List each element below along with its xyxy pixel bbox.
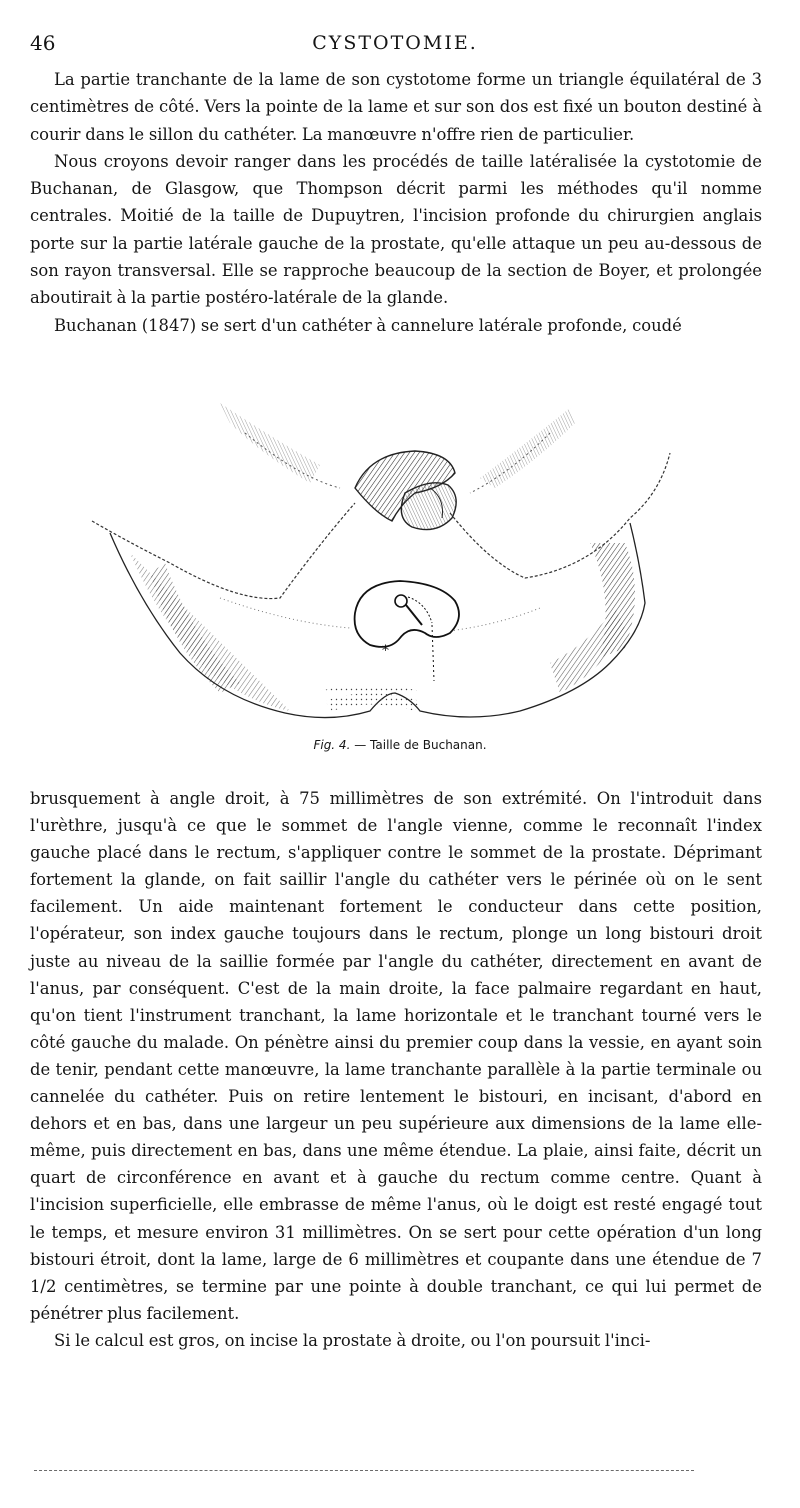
figure-label: Fig. 4. [313,738,351,752]
caption-dash: — [354,738,367,752]
perineum-illustration [70,393,710,733]
paragraph-cystotome-blade: La partie tranchante de la lame de son cystotome forme un triangle équilatéral de 3 centimètres de côté. Vers la pointe de la lame et sur son dos est fixé un bouton destiné à courir dans le sillon du cathéter. La manœuvre n'offre rien de particulier. [30,70,762,144]
figure-taille-de-buchanan [70,393,710,733]
bottom-rule [34,1470,694,1471]
prostate-outline [355,581,459,647]
paragraph-buchanan-catheter: Buchanan (1847) se sert d'un cathéter à cannelure latérale profonde, coudé [54,315,682,335]
paragraph-buchanan-procedure: Nous croyons devoir ranger dans les procédés de taille latéralisée la cystotomie de Buchanan, de Glasgow, que Thompson décrit parmi les méthodes qu'il nomme centrales. Moitié de la taille de Dupuytren, l'incision profonde du chirurgien anglais porte sur la partie latérale gauche de la prostate, qu'elle attaque un peu au-dessous de son rayon transversal. Elle se rapproche beaucoup de la section de Boyer, et prolongée aboutirait à la partie postéro-latérale de la glande. [30,151,762,308]
page-number: 46 [30,31,56,55]
paragraph-large-calculus: Si le calcul est gros, on incise la prostate à droite, ou l'on poursuit l'inci- [54,1330,651,1350]
incision-marker: * [382,643,389,659]
running-title: CYSTOTOMIE. [312,32,478,54]
page-header [30,30,760,56]
figure-caption [0,736,800,754]
scrotum-shape [355,451,456,530]
caption-text: Taille de Buchanan. [370,738,487,752]
paragraph-operation-description: brusquement à angle droit, à 75 millimètres de son extrémité. On l'introduit dans l'urèthre, jusqu'à ce que le sommet de l'angle vienne, comme le reconnaît l'index gauche placé dans le rectum, s'appliquer contre le sommet de la prostate. Déprimant fortement la glande, on fait saillir l'angle du cathéter vers le périnée où on le sent facilement. Un aide maintenant fortement le conducteur dans cette position, l'opérateur, son index gauche toujours dans le rectum, plonge un long bistouri droit juste au niveau de la saillie formée par l'angle du cathéter, directement en avant de l'anus, par conséquent. C'est de la main droite, la face palmaire regardant en haut, qu'on tient l'instrument tranchant, la lame horizontale et le tranchant tourné vers le côté gauche du malade. On pénètre ainsi du premier coup dans la vessie, en ayant soin de tenir, pendant cette manœuvre, la lame tranchante parallèle à la partie terminale ou cannelée du cathéter. Puis on retire lentement le bistouri, en incisant, d'abord en dehors et en bas, dans une largeur un peu supérieure aux dimensions de la lame elle-même, puis directement en bas, dans une même étendue. La plaie, ainsi faite, décrit un quart de circonférence en avant et à gauche du rectum comme centre. Quant à l'incision superficielle, elle embrasse de même l'anus, où le doigt est resté engagé tout le temps, et mesure environ 31 millimètres. On se sert pour cette opération d'un long bistouri étroit, dont la lame, large de 6 millimètres et coupante dans une étendue de 7 1/2 centimètres, se termine par une pointe à double tranchant, ce qui lui permet de pénétrer plus facilement. [30,789,762,1323]
text-block-top [30,66,762,339]
text-block-bottom [30,785,762,1354]
